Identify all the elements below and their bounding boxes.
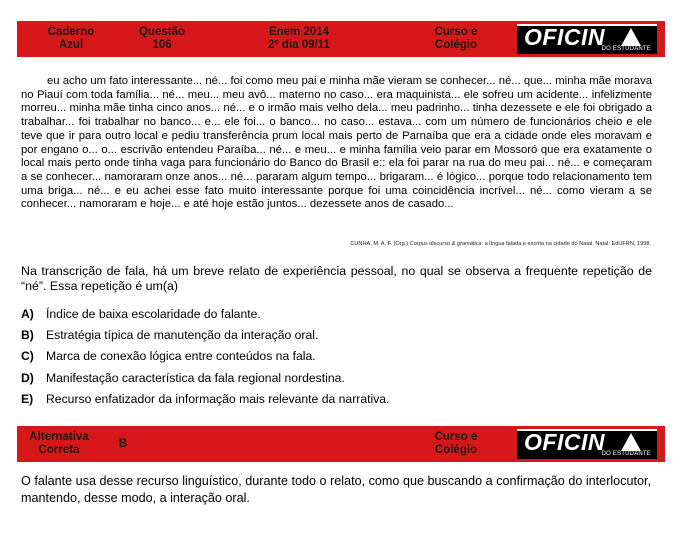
option-text: Estratégia típica de manutenção da interação oral. (46, 328, 319, 343)
answer-course-cell (421, 426, 491, 462)
logo-triangle-icon (621, 28, 641, 46)
answer-value: B (118, 437, 128, 450)
exam-cell (249, 21, 349, 57)
answer-label-line1: Alternativa (29, 431, 89, 443)
oficina-logo (517, 429, 657, 459)
citation-title: Corpus discurso & gramática (409, 241, 482, 247)
option-letter: E) (21, 391, 34, 406)
caderno-value: Azul (58, 39, 84, 51)
header-bar (17, 21, 665, 57)
answer-bar (17, 426, 665, 462)
option-letter: B) (21, 328, 34, 343)
logo-word: OFICIN (524, 429, 605, 455)
course-line2: Colégio (434, 444, 478, 456)
course-line1: Curso e (434, 26, 478, 38)
questao-value: 106 (152, 39, 172, 51)
course-cell (421, 21, 491, 57)
option-a (21, 307, 651, 328)
logo-triangle-icon (621, 433, 641, 451)
citation-rest: : a língua falada e escrita na cidade do Natal. Natal: EdUFRN, 1998. (481, 241, 651, 247)
option-b (21, 328, 651, 349)
answer-label-cell (21, 426, 97, 462)
caderno-label: Caderno (47, 26, 95, 38)
transcription-excerpt: eu acho um fato interessante... né... foi como meu pai e minha mãe vieram se conhecer... né... que... minha mãe morava no Piauí com toda família... né... meu... meu avô... materno no caso... era maquinista... ele sofreu um acidente... infelizmente morreu... minha mãe tinha cinco anos... né... e o irmão mais velho dela... meu padrinho... tinha dezessete e ele foi obrigado a trabalhar... foi trabalhar no banco... e... ele foi... o banco... no caso... estava... com um número de funcionários cheio e ele teve que ir para outro local e pediu transferência prum local mais perto de Parnaíba que era a cidade onde eles moravam e por engano o... o... escrivão entendeu Paraíba... né... e meu... e minha família veio parar em Mossoró que era exatamente o local mais perto onde tinha vaga para funcionário do Banco do Brasil e:: ela foi parar na rua do meu pai... né... e começaram a se conhecer... namoraram onze anos... né... pararam algum tempo... brigaram... é lógico... porque todo relacionamento tem uma briga... né... e eu achei esse fato muito interessante porque foi uma coincidência incrível... né... como vieram a se conhecer... namoraram e hoje... e até hoje estão juntos... dezessete anos de casado... (21, 75, 652, 211)
logo-subtitle: DO ESTUDANTE (601, 46, 651, 52)
caderno-cell (31, 21, 111, 57)
option-letter: C) (21, 349, 34, 364)
course-line2: Colégio (434, 39, 478, 51)
option-e (21, 392, 651, 413)
questao-cell (127, 21, 197, 57)
option-text: Marca de conexão lógica entre conteúdos na fala. (46, 349, 316, 364)
citation (350, 240, 651, 248)
option-text: Índice de baixa escolaridade do falante. (46, 307, 261, 321)
exam-day: 2º dia 09/11 (268, 39, 330, 51)
option-letter: D) (21, 370, 34, 385)
option-c (21, 349, 651, 370)
course-line1: Curso e (434, 431, 478, 443)
answer-value-cell (113, 426, 133, 462)
citation-author: CUNHA, M. A. F. (Org.) (350, 241, 410, 247)
question-stem: Na transcrição de fala, há um breve relato de experiência pessoal, no qual se observa a frequente repetição de “né”. Essa repetição é um(a) (21, 264, 652, 293)
answer-label-line2: Correta (38, 444, 80, 456)
option-d (21, 371, 651, 392)
answer-options (21, 307, 651, 413)
questao-label: Questão (138, 26, 185, 38)
option-text: Manifestação característica da fala regional nordestina. (46, 370, 345, 385)
option-text: Recurso enfatizador da informação mais relevante da narrativa. (46, 391, 390, 406)
logo-word: OFICIN (524, 24, 605, 50)
logo-subtitle: DO ESTUDANTE (601, 451, 651, 457)
answer-explanation: O falante usa desse recurso linguístico, durante todo o relato, como que buscando a confirmação do interlocutor, mantendo, desse modo, a interação oral. (21, 474, 651, 505)
option-letter: A) (21, 307, 34, 321)
exam-label: Enem 2014 (268, 26, 330, 38)
oficina-logo (517, 24, 657, 54)
